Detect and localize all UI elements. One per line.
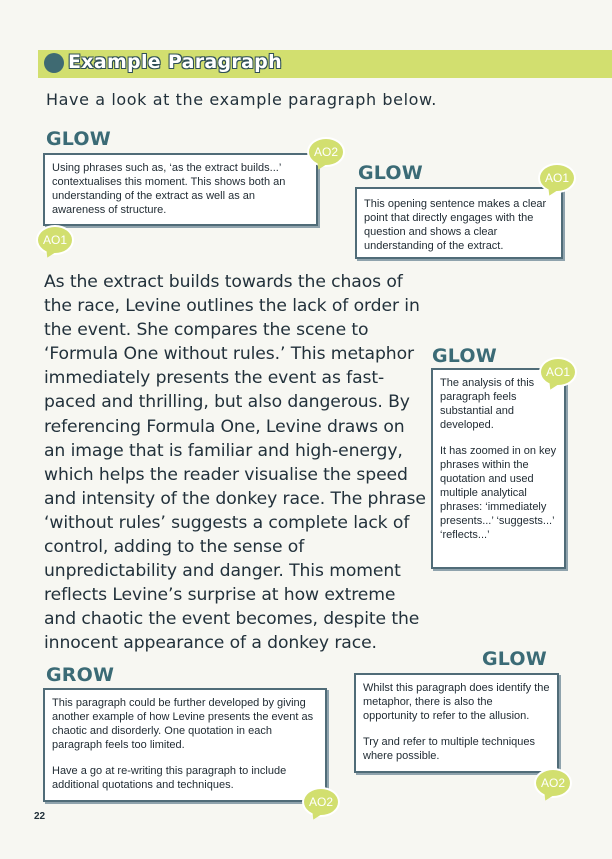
ao-tag-badge: AO1 <box>538 163 576 193</box>
feedback-2-text: This opening sentence makes a clear point that directly engages with the question and shows a clear understanding of the extract. <box>364 198 547 252</box>
feedback-2-heading: GLOW <box>358 162 423 184</box>
feedback-4-text-2: Have a go at re-writing this paragraph to include additional quotations and techniques. <box>52 765 287 791</box>
section-title: Example Paragraph <box>68 51 282 73</box>
intro-text: Have a look at the example paragraph below. <box>46 90 437 109</box>
feedback-1-heading: GLOW <box>46 128 111 150</box>
feedback-4-text-1: This paragraph could be further developed by giving another example of how Levine presents the event as chaotic and disorderly. One quotation in each paragraph feels too limited. <box>52 697 314 751</box>
ao-tag-badge: AO1 <box>539 357 577 387</box>
feedback-4-box <box>43 688 327 802</box>
feedback-1-box <box>43 153 318 226</box>
feedback-3-heading: GLOW <box>432 345 497 367</box>
ao-tag-badge: AO1 <box>36 225 74 255</box>
feedback-3-box <box>431 368 566 569</box>
feedback-4-heading: GROW <box>46 664 115 686</box>
feedback-5-box <box>354 673 559 773</box>
ao-tag-badge: AO2 <box>302 787 340 817</box>
feedback-2-box <box>355 187 563 259</box>
feedback-3-text-2: It has zoomed in on key phrases within the quotation and used multiple analytical phrases: ‘immediately presents...’ ‘suggests...’ ‘reflects...’ <box>440 445 557 541</box>
example-paragraph: As the extract builds towards the chaos of the race, Levine outlines the lack of order in the event. She compares the scene to ‘Formula One without rules.’ This metaphor immediately presents the event as fast-paced and thrilling, but also dangerous. By referencing Formula One, Levine draws on an image that is familiar and high-energy, which helps the reader visualise the speed and intensity of the donkey race. The phrase ‘without rules’ suggests a complete lack of control, adding to the sense of unpredictability and danger. This moment reflects Levine’s surprise at how extreme and chaotic the event becomes, despite the innocent appearance of a donkey race. <box>44 272 426 654</box>
banner-bullet-icon <box>44 53 64 73</box>
ao-tag-badge: AO2 <box>534 768 572 798</box>
feedback-5-text-1: Whilst this paragraph does identify the metaphor, there is also the opportunity to refer to the allusion. <box>363 682 550 722</box>
feedback-5-heading: GLOW <box>482 648 547 670</box>
ao-tag-badge: AO2 <box>307 137 345 167</box>
feedback-3-text-1: The analysis of this paragraph feels substantial and developed. <box>440 377 535 431</box>
page-number: 22 <box>34 811 46 822</box>
feedback-5-text-2: Try and refer to multiple techniques where possible. <box>363 736 536 762</box>
feedback-1-text: Using phrases such as, ‘as the extract builds...’ contextualises this moment. This shows both an understanding of the extract as well as an awareness of structure. <box>52 162 286 216</box>
